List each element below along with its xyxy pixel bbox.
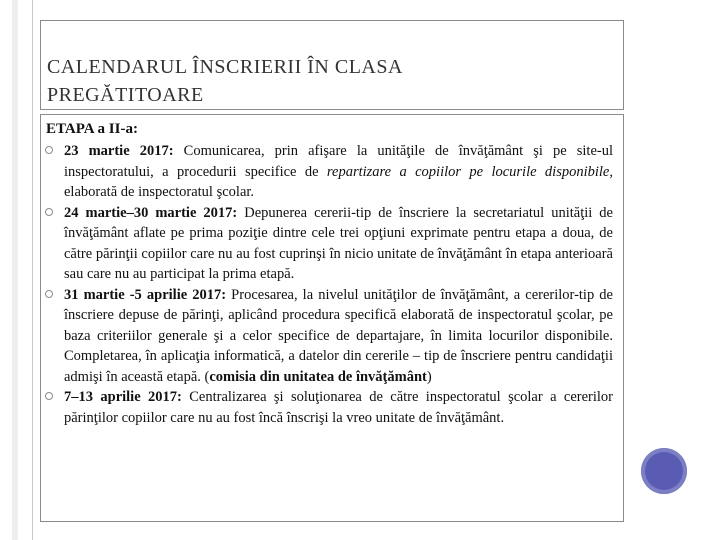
- item-text: Centralizarea şi soluţionarea de către inspectoratul şcolar a cererilor părinţilor copiilor care nu au fost încă înscrişi la vreo unitate de învăţământ.: [64, 389, 613, 426]
- item-text: Depunerea cererii-tip de înscriere la secretariatul unităţii de învăţământ aflate pe prima poziţie dintre cele trei opţiuni exprimate pentru etapa a doua, de către părinţii copiilor care nu au fost cuprinşi în nicio unitate de învăţământ în etapa anterioară sau care nu au participat la prima etapă.: [64, 204, 613, 282]
- item-date: 7–13 aprilie 2017:: [64, 389, 182, 405]
- bullet-circle-icon: [45, 290, 53, 298]
- slide-title-line-1: CALENDARUL ÎNSCRIERII ÎN CLASA: [47, 56, 403, 78]
- bullet-circle-icon: [45, 392, 53, 400]
- list-item: [41, 203, 621, 285]
- decorative-circle-icon: [641, 448, 687, 494]
- item-text: Comunicarea, prin afişare la unităţile de învăţământ şi pe site-ul inspectoratului, a procedurii specifice de: [64, 143, 614, 180]
- content-frame: [40, 114, 624, 522]
- list-item: [41, 285, 621, 388]
- list-item: [41, 387, 621, 428]
- item-date: 24 martie–30 martie 2017:: [64, 204, 238, 221]
- slide-title-line-2: PREGĂTITOARE: [47, 84, 204, 106]
- bullet-circle-icon: [45, 146, 53, 154]
- left-decorative-line: [32, 0, 33, 540]
- item-date: 31 martie -5 aprilie 2017:: [64, 286, 227, 303]
- item-italic-text: repartizare a copiilor pe locurile disponibile,: [326, 163, 613, 180]
- item-text-end: elaborată de inspectoratul şcolar.: [64, 184, 255, 200]
- title-frame: [40, 20, 624, 110]
- slide-title: [47, 53, 403, 109]
- bullet-circle-icon: [45, 208, 53, 216]
- item-bold-note: comisia din unitatea de învăţământ: [209, 368, 427, 385]
- list-item: [41, 141, 621, 203]
- item-date: 23 martie 2017:: [64, 143, 174, 159]
- bullet-list: [41, 141, 621, 428]
- left-decorative-bar: [12, 0, 18, 540]
- stage-heading: ETAPA a II-a:: [46, 121, 138, 137]
- item-text: Procesarea, la nivelul unităţilor de învăţământ, a cererilor-tip de înscriere depuse de părinţi, aplicând procedura specifică elaborată de inspectoratul şcolar, pe baza criteriilor generale şi a celor specifice de departajare, în limita locurilor disponibile. Completarea, în aplicaţia informatică, a datelor din cererile – tip de înscriere pentru candidaţii admişi în această etapă. (: [64, 286, 613, 385]
- item-text-end: ): [426, 368, 432, 385]
